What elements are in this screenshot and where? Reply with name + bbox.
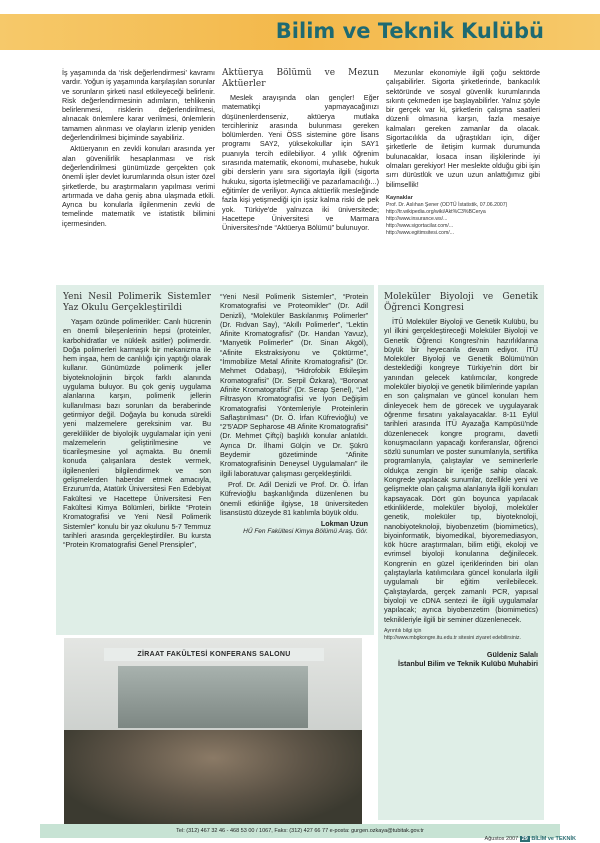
issue-date: Ağustos 2007: [484, 836, 519, 842]
references-title: Kaynaklar: [386, 194, 413, 201]
photo-sign: ZİRAAT FAKÜLTESİ KONFERANS SALONU: [104, 648, 324, 661]
reference-item[interactable]: http://www.insurance.ws/...: [386, 215, 448, 222]
section-heading-kongre: Moleküler Biyoloji ve Genetik Öğrenci Kongresi: [384, 292, 538, 313]
polimerik-paragraph: Yaşam özünde polimerikler: Canlı hücrenin en önemli bileşenlerinin hepsi (proteinler, karbohidratlar ve nükleik asitler) polimerdir. Doğa polimerleri karmaşık bir mekanizma ile hem inşaa, hem de canlılığı için yaptığı olarak kullanır. Günümüzde polimerik jeller biyoteknolojinin birçok farklı alanında uygulama buluyor. Bu çok geniş uygulama alanlarına karşın, polimerik jellerin kullanılması bazı sorunları da beraberinde getirmiyor değil. Doğayla bu konuda sürekli yeni malzemelere gereksinim var. Bu gereklilikler de biyolojik uygulamalar için yeni malzemelerin geliştirilmesine ve ticarileşmesine yol açmakta. Bu önemli konuda çalışanlara destek vermek, ilgilenenleri bilgilendirmek ve son gelişmelerden haberdar etmek amacıyla, Erzurum'da, Atatürk Üniversitesi Fen Edebiyat Fakültesi ve Hacettepe Üniversitesi Fen Fakültesi Kimya Bölümleri, birlikte “Protein Kromatografisi ve Yeni Nesil Polimerik Sistemler” konulu bir yaz okulunu 5-7 Temmuz tarihleri arasında gerçekleştirdiler. Bu kursta “Protein Kromatografisi Genel Prensipler”,: [63, 317, 211, 550]
page-number: 29: [521, 836, 528, 842]
column-1: [62, 68, 215, 230]
polimerik-col-a: [63, 292, 211, 634]
polimerik-paragraph: Prof. Dr. Adil Denizli ve Prof. Dr. Ö. İrfan Küfrevioğlu başkanlığında düzenlenen bu önemli etkinliğe ilgiyse, 18 üniversiteden lisansüstü düzeyde 81 katılımla büyük oldu.: [220, 479, 368, 517]
magazine-name: BİLİM ve TEKNİK: [531, 836, 576, 842]
references: [386, 195, 540, 237]
more-info-label: Ayrıntılı bilgi için: [384, 627, 422, 634]
col1-paragraph: Aktüeryanın en zevkli konuları arasında yer alan güvenilirlik hesaplanması ve risk değerlendirilmesi günümüzde gerçekten çok önemli işler devlet kurumlarında olsun ister özel şirketlerde, bu araştırmaların yapılması verimi artırmada ve daha geniş abna ulaşmada etkili. Ayrıca bu konularla ilgilenmenin zevki de temelinde matematik ve istatistik bilimini içermesinden.: [62, 144, 215, 228]
col1-paragraph: İş yaşamında da ‘risk değerlendirmesi’ kavramı vardır. Yoğun iş yaşamında karşılaşılan sorunlar ve sorunların şirketi nasıl etkileyeceği belirlenir. Risk değerlendirmesinin adımların, tehlikenin belirlenmesi, risklerin değerlendirilmesi, alınacak önlemlere karar verilmesi, önlemlerin tamamen alınması ve olayların izlenip yeniden değerlendirilmesi biçiminde sayabiliriz.: [62, 68, 215, 143]
column-3: [386, 68, 540, 237]
col2-paragraph: Meslek arayışında olan gençler! Eğer matematikçi yapmayacağınızı düşünenlerdenseniz, aktüerya mutlaka tercihleriniz arasında bulunması gereken bölümlerden. Yeni ÖSS sistemine göre lisans programı SAY2, yüksekokullar için SAY1 puanıyla tercih edilebiliyor. 4 yıllık öğrenim sırasında matematik, ekonomi, muhasebe, hukuk gibi derslerin yanı sıra sigortayla ilgili (sigorta hukuku, sigorta işletmeciliği ve pazarlamacılığı...) eğitimler de veriliyor. Ayrıca aktüerlik mesleğinde fazla kişi yetişmediği için işsiz kalma riski de pek yok. Türkiye'de yalnızca iki üniversitede; Hacettepe Üniversitesi ve Marmara Üniversitesi'nde “Aktüerya Bölümü” bulunuyor.: [222, 93, 379, 233]
author-info: HÜ Fen Fakültesi Kimya Bölümü Araş. Gör.: [243, 528, 368, 536]
polimerik-paragraph: “Yeni Nesil Polimerik Sistemler”, “Protein Kromatografisi ve Proteomikler” (Dr. Adil Denizli), “Moleküler Baskılanmış Polimerler” (Dr. Rıdvan Say), “Akıllı Polimerler”, “Lektin Afinite Kromatografisi” (Dr. Handan Yavuz), “Manyetik Polimerler” (Dr. Sinan Akgöl), “Afinite Ekstraksiyonu ve Çöktürme”, “İmmobilize Metal Afinite Kromatografisi” (Dr. Mehmet Odabaşı), “Hidrofobik Etkileşim Kromatografisi” (Dr. Serpil Özkara), “Boronat Afinite Kromatografisi” (Dr. Serap Şenel), “Jel Filtrasyon Kromatografisi ve İyon Değişim Kromatografisi Yöntemleriyle Proteinlerin Saflaştırılması” (Dr. Ö. İrfan Küfrevioğlu) ve “2'5'ADP Sepharose 4B Afinite Kromatografisi” (Dr. Mehmet Çiftçi) başlıklı konular anlatıldı. Ayrıca Dr. İlhami Gülçin ve Dr. Şükrü Beydemir gözetiminde “Afinite Kromatografisinin Deneysel Uygulamaları” ile ilgili laboratuvar çalışması gerçekleştirildi.: [220, 292, 368, 478]
author-name: Lokman Uzun: [320, 519, 368, 529]
section-heading-polimerik: Yeni Nesil Polimerik Sistemler Yaz Okulu Gerçekleştirildi: [63, 292, 211, 313]
section-heading-aktuerya: Aktüerya Bölümü ve Mezun Aktüerler: [222, 68, 379, 89]
more-info: [384, 628, 538, 642]
contact-footer: Tel: (312) 467 32 46 - 468 53 00 / 1067, Faks: (312) 427 66 77 e-posta: gurgen.ozkaya@tubitak.gov.tr: [40, 824, 560, 838]
polimerik-col-b: [220, 292, 368, 634]
author-name: Güldeniz Salalı: [486, 649, 538, 659]
column-2: [222, 68, 379, 234]
more-info-link[interactable]: http://www.mbgkongre.itu.edu.tr sitesini ziyaret edebilirsiniz.: [384, 634, 521, 641]
photo-window: [118, 666, 308, 728]
author-info: İstanbul Bilim ve Teknik Kulübü Muhabiri: [397, 658, 538, 668]
group-photo: [64, 638, 362, 824]
header-banner: [0, 14, 600, 50]
reference-item[interactable]: http://www.egitimsitesi.com/...: [386, 229, 455, 236]
col3-paragraph: Mezunlar ekonomiyle ilgili çoğu sektörde çalışabilirler. Sigorta şirketlerinde, bankacılık sektöründe ve sosyal güvenlik kurumlarında sıkıntı çekmeden işe başlayabilirler. Yalnız şöyle bir gerçek var ki, şirketlerin çalışma saatleri düzenli olmasına karşın, fazla mesaiye kalmaları gereken zamanlar da olacak. Sigortacılıkla da uğraştıkları için, diğer şirketlerle de iletişim kurmak durumunda bulunacaklar, kısaca insan ilişkilerinde iyi olmaları gerekiyor! Her meslekte olduğu gibi işin sırrı dürüstlük ve uzun uzun anlattığımız gibi bilimsellik!: [386, 68, 540, 189]
page-title: Bilim ve Teknik Kulübü: [275, 19, 544, 43]
kongre-column: [384, 292, 538, 668]
reference-item: Prof. Dr. Aslıhan Şener (ODTÜ İstatistik, 07.06.2007): [386, 201, 508, 208]
kongre-paragraph: İTÜ Moleküler Biyoloji ve Genetik Kulübü, bu yıl ilkini gerçekleştireceği Moleküler Biyoloji ve Genetik Öğrenci Kongresi'nin hazırlıklarına büyük bir heyecanla devam ediyor. İTÜ Moleküler Biyoloji ve Genetik Bölümü'nün desteklediği kongreye Türkiye'nin dört bir yanından gelecek katılımcılar, kongrede moleküler biyoloji ve genetik bilimlerinde yapılan en son çalışmaları ve güncel konuları hem dinleyecek hem de görecek ve uygulayarak öğrenme fırsatını yakalayacaklar. 8-11 Eylül tarihleri arasında İTÜ Ayazağa Kampüsü'nde düzenlenecek kongre programı, davetli konuşmacıların yapacağı konferanslar, öğrenci sözlü sunumları ve poster sunumlarıyla, sertifika programlarıyla, çalıştaylar ve seminerlerle oldukça zengin bir içeriğe sahip olacak. Kongrede yapılacak sunumlar, özellikle yeni ve gelişmekte olan çalışma alanlarıyla ilgili konuları kapsayacak. Dört gün boyunca yapılacak etkinliklerde, moleküler biyoloji, moleküler genetik, moleküler tıp, biyoteknoloji, nanobiyoteknoloji, biyobenzetim (biomimetics), biyoinformatik, biyomedikal, biyoremediasyon, kök hücre araştırmaları, bilim etiği, ekoloji ve evrimsel biyoloji konularına değinilecek. Kongrenin en güzel içeriklerinden biri olan çalıştaylarla katılımcılara güncel konularla ilgili uygulamalı bir eğitim verilebilecek. Çalıştaylarda, gerçek zamanlı PCR, yapısal biyoloji ve cDNA sentezi ile ilgili uygulamalar yapılacak; ayrıca biyobenzetim (biomimetics) teknikleriyle ilgili bir seminer düzenlenecek.: [384, 317, 538, 624]
photo-people: [64, 730, 362, 824]
reference-item[interactable]: http://www.sigortacilar.com/...: [386, 222, 454, 229]
reference-item[interactable]: http://tr.wikipedia.org/wiki/Akt%C3%BCerya: [386, 208, 486, 215]
page-footer: [485, 836, 576, 842]
